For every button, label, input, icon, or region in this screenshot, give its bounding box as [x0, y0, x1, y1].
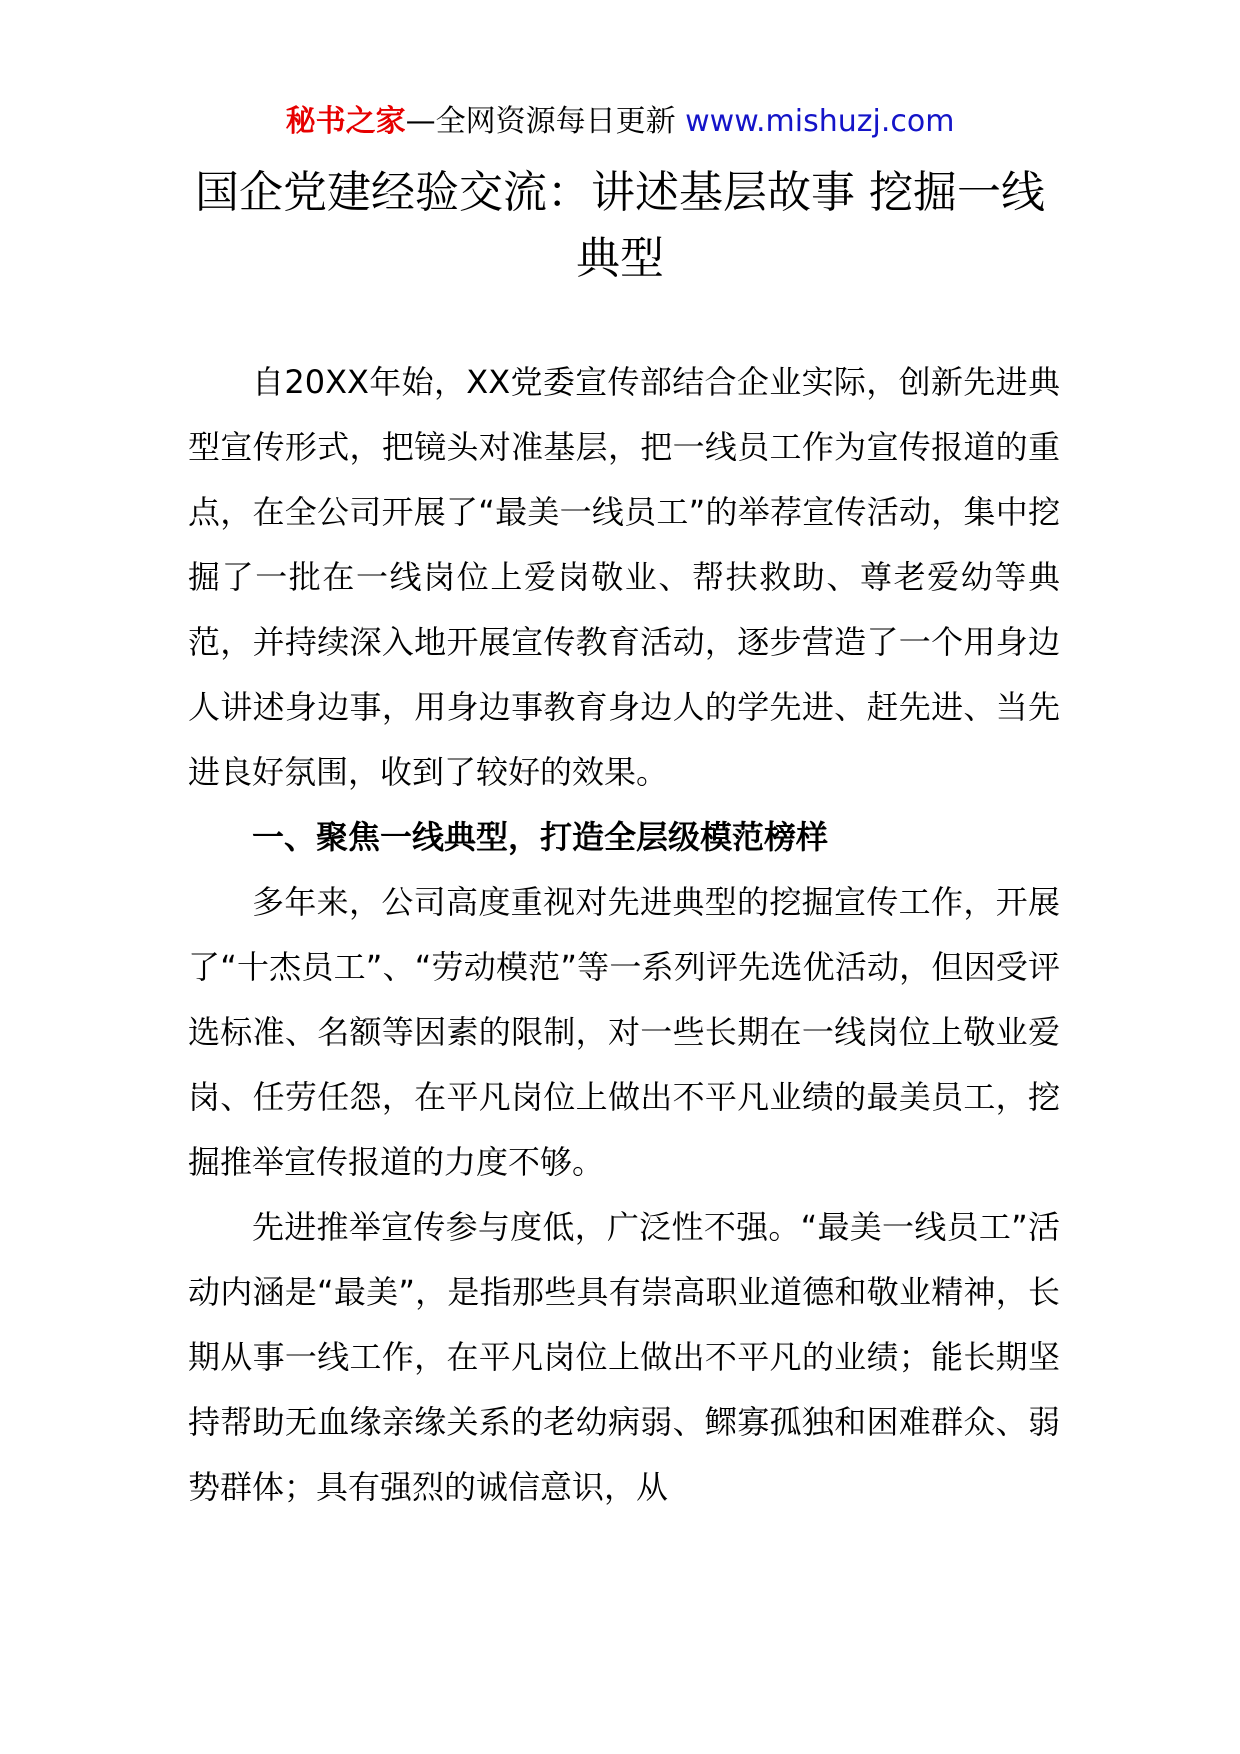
- document-body: [188, 350, 1060, 1520]
- section-heading-1: 一、聚焦一线典型，打造全层级模范榜样: [252, 818, 829, 856]
- site-tagline: —全网资源每日更新: [405, 104, 676, 139]
- paragraph-2: 多年来，公司高度重视对先进典型的挖掘宣传工作，开展了“十杰员工”、“劳动模范”等一系列评先选优活动，但因受评选标准、名额等因素的限制，对一些长期在一线岗位上敬业爱岗、任劳任怨，在平凡岗位上做出不平凡业绩的最美员工，挖掘推举宣传报道的力度不够。: [188, 883, 1060, 1181]
- document-title: 国企党建经验交流：讲述基层故事 挖掘一线典型: [195, 167, 1045, 284]
- paragraph-3: 先进推举宣传参与度低，广泛性不强。“最美一线员工”活动内涵是“最美”，是指那些具有崇高职业道德和敬业精神，长期从事一线工作，在平凡岗位上做出不平凡的业绩；能长期坚持帮助无血缘亲缘关系的老幼病弱、鳏寡孤独和困难群众、弱势群体；具有强烈的诚信意识，从: [188, 1208, 1060, 1506]
- site-url-link[interactable]: www.mishuzj.com: [685, 104, 955, 139]
- site-brand: 秘书之家: [285, 104, 406, 139]
- paragraph-intro: 自20XX年始，XX党委宣传部结合企业实际，创新先进典型宣传形式，把镜头对准基层，把一线员工作为宣传报道的重点，在全公司开展了“最美一线员工”的举荐宣传活动，集中挖掘了一批在一线岗位上爱岗敬业、帮扶救助、尊老爱幼等典范，并持续深入地开展宣传教育活动，逐步营造了一个用身边人讲述身边事，用身边事教育身边人的学先进、赶先进、当先进良好氛围，收到了较好的效果。: [188, 363, 1060, 791]
- site-header: [0, 100, 1240, 144]
